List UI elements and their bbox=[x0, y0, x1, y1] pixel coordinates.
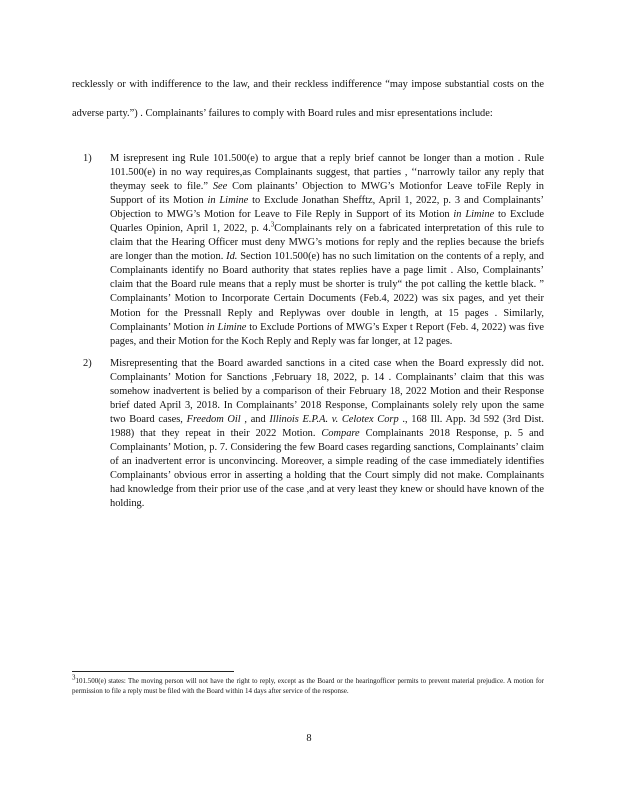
page-number: 8 bbox=[306, 733, 312, 744]
item-text: to Exclude Quarles Opinion, April 1, 2022, p. 4. bbox=[110, 209, 544, 235]
signal-id: Id. bbox=[226, 251, 238, 263]
footnote bbox=[72, 673, 544, 696]
signal-see: See bbox=[212, 181, 228, 193]
item-text: Com plainants’ Objection to MWG’s Motionfor Leave toFile Reply in Support of its Motion bbox=[110, 181, 544, 207]
item-text: to Exclude Portions of MWG’s Exper t Report (Feb. 4, 2022) was five pages, and their Motion for the Koch Reply and Reply was far longer, at 12 pages. bbox=[110, 321, 544, 347]
footnote-reference: 3 bbox=[270, 220, 275, 229]
case-name: Freedom Oil bbox=[186, 413, 241, 425]
item-text: Misrepresenting that the Board awarded sanctions in a cited case when the Board expressly did not. Complainants’ Motion for Sanctions ,February 18, 2022, p. 14 . Complainants’ claim that this was somehow inadvertent is belied by a comparison of their February 18, 2022 Motion and their Response brief dated April 3, 2018. In Complainants’ 2018 Response, Complainants solely rely upon the same two Board cases, bbox=[110, 357, 544, 425]
footnote-divider bbox=[72, 671, 234, 672]
item-text: M isrepresent ing Rule 101.500(e) to argue that a reply brief cannot be longer than a motion . Rule 101.500(e) in no way requires,as Complainants suggest, that parties , ‘‘narrowly tailor any reply that theymay seek to file.” bbox=[110, 153, 544, 193]
intro-paragraph: recklessly or with indifference to the law, and their reckless indifference “may impose substantial costs on the adverse party.”) . Complainants’ failures to comply with Board rules and misr epresentations include: bbox=[72, 79, 544, 119]
list-item-2 bbox=[83, 357, 544, 512]
italic-limine: in Limine bbox=[207, 195, 249, 207]
case-name: Illinois E.P.A. v. Celotex Corp bbox=[269, 413, 399, 425]
item-text: ., 168 Ill. App. 3d 592 (3rd Dist. 1988) that they repeat in their 2022 Motion. bbox=[110, 413, 544, 439]
item-text: to Exclude Jonathan Shefftz, April 1, 2022, p. 3 and Complainants’ Objection to MWG’s Motion for Leave to File Reply in Support of its Motion bbox=[110, 195, 544, 221]
list-number: 1) bbox=[83, 153, 92, 164]
list-item-1 bbox=[83, 152, 545, 349]
footnote-mark: 3 bbox=[72, 673, 76, 682]
list-number: 2) bbox=[83, 357, 92, 369]
item-text: Complainants 2018 Response, p. 5 and Complainants’ Motion, p. 7. Considering the few Board cases regarding sanctions, Complainants’ claim of an inadvertent error is unconvincing. Moreover, a simple reading of the case immediately identifies Complainants’ obvious error in asserting a holding that the Court simply did not make. Complainants had knowledge from their prior use of the case ,and at very least they knew or should have known of the holding. bbox=[110, 427, 544, 510]
item-text: Complainants rely on a fabricated interpretation of this rule to claim that the Hearing Officer must deny MWG’s motions for reply and the replies because the briefs are longer than the motion. bbox=[110, 223, 544, 263]
misrepresentations-list bbox=[83, 152, 545, 519]
signal-compare: Compare bbox=[321, 427, 360, 439]
footnote-text: 101.500(e) states: The moving person will not have the right to reply, except as the Board or the hearingofficer permits to prevent material prejudice. A motion for permission to file a reply must be filed with the Board within 14 days after service of the response. bbox=[72, 677, 544, 695]
italic-limine: in Limine bbox=[206, 321, 247, 333]
item-text: , and bbox=[240, 413, 270, 425]
italic-limine: in Limine bbox=[453, 209, 495, 221]
item-text: Section 101.500(e) has no such limitation on the contents of a reply, and Complainants identify no Board authority that states replies have a page limit . Also, Complainants’ claim that the Board rule means that a reply must be shorter is truly“ the pot calling the kettle black. ” Complainants’ Motion to Incorporate Certain Documents (Feb.4, 2022) was six pages, and yet their Motion for the Pressnall Reply and Replywas over double in length, at 15 pages . Similarly, Complainants’ Motion bbox=[110, 251, 545, 333]
